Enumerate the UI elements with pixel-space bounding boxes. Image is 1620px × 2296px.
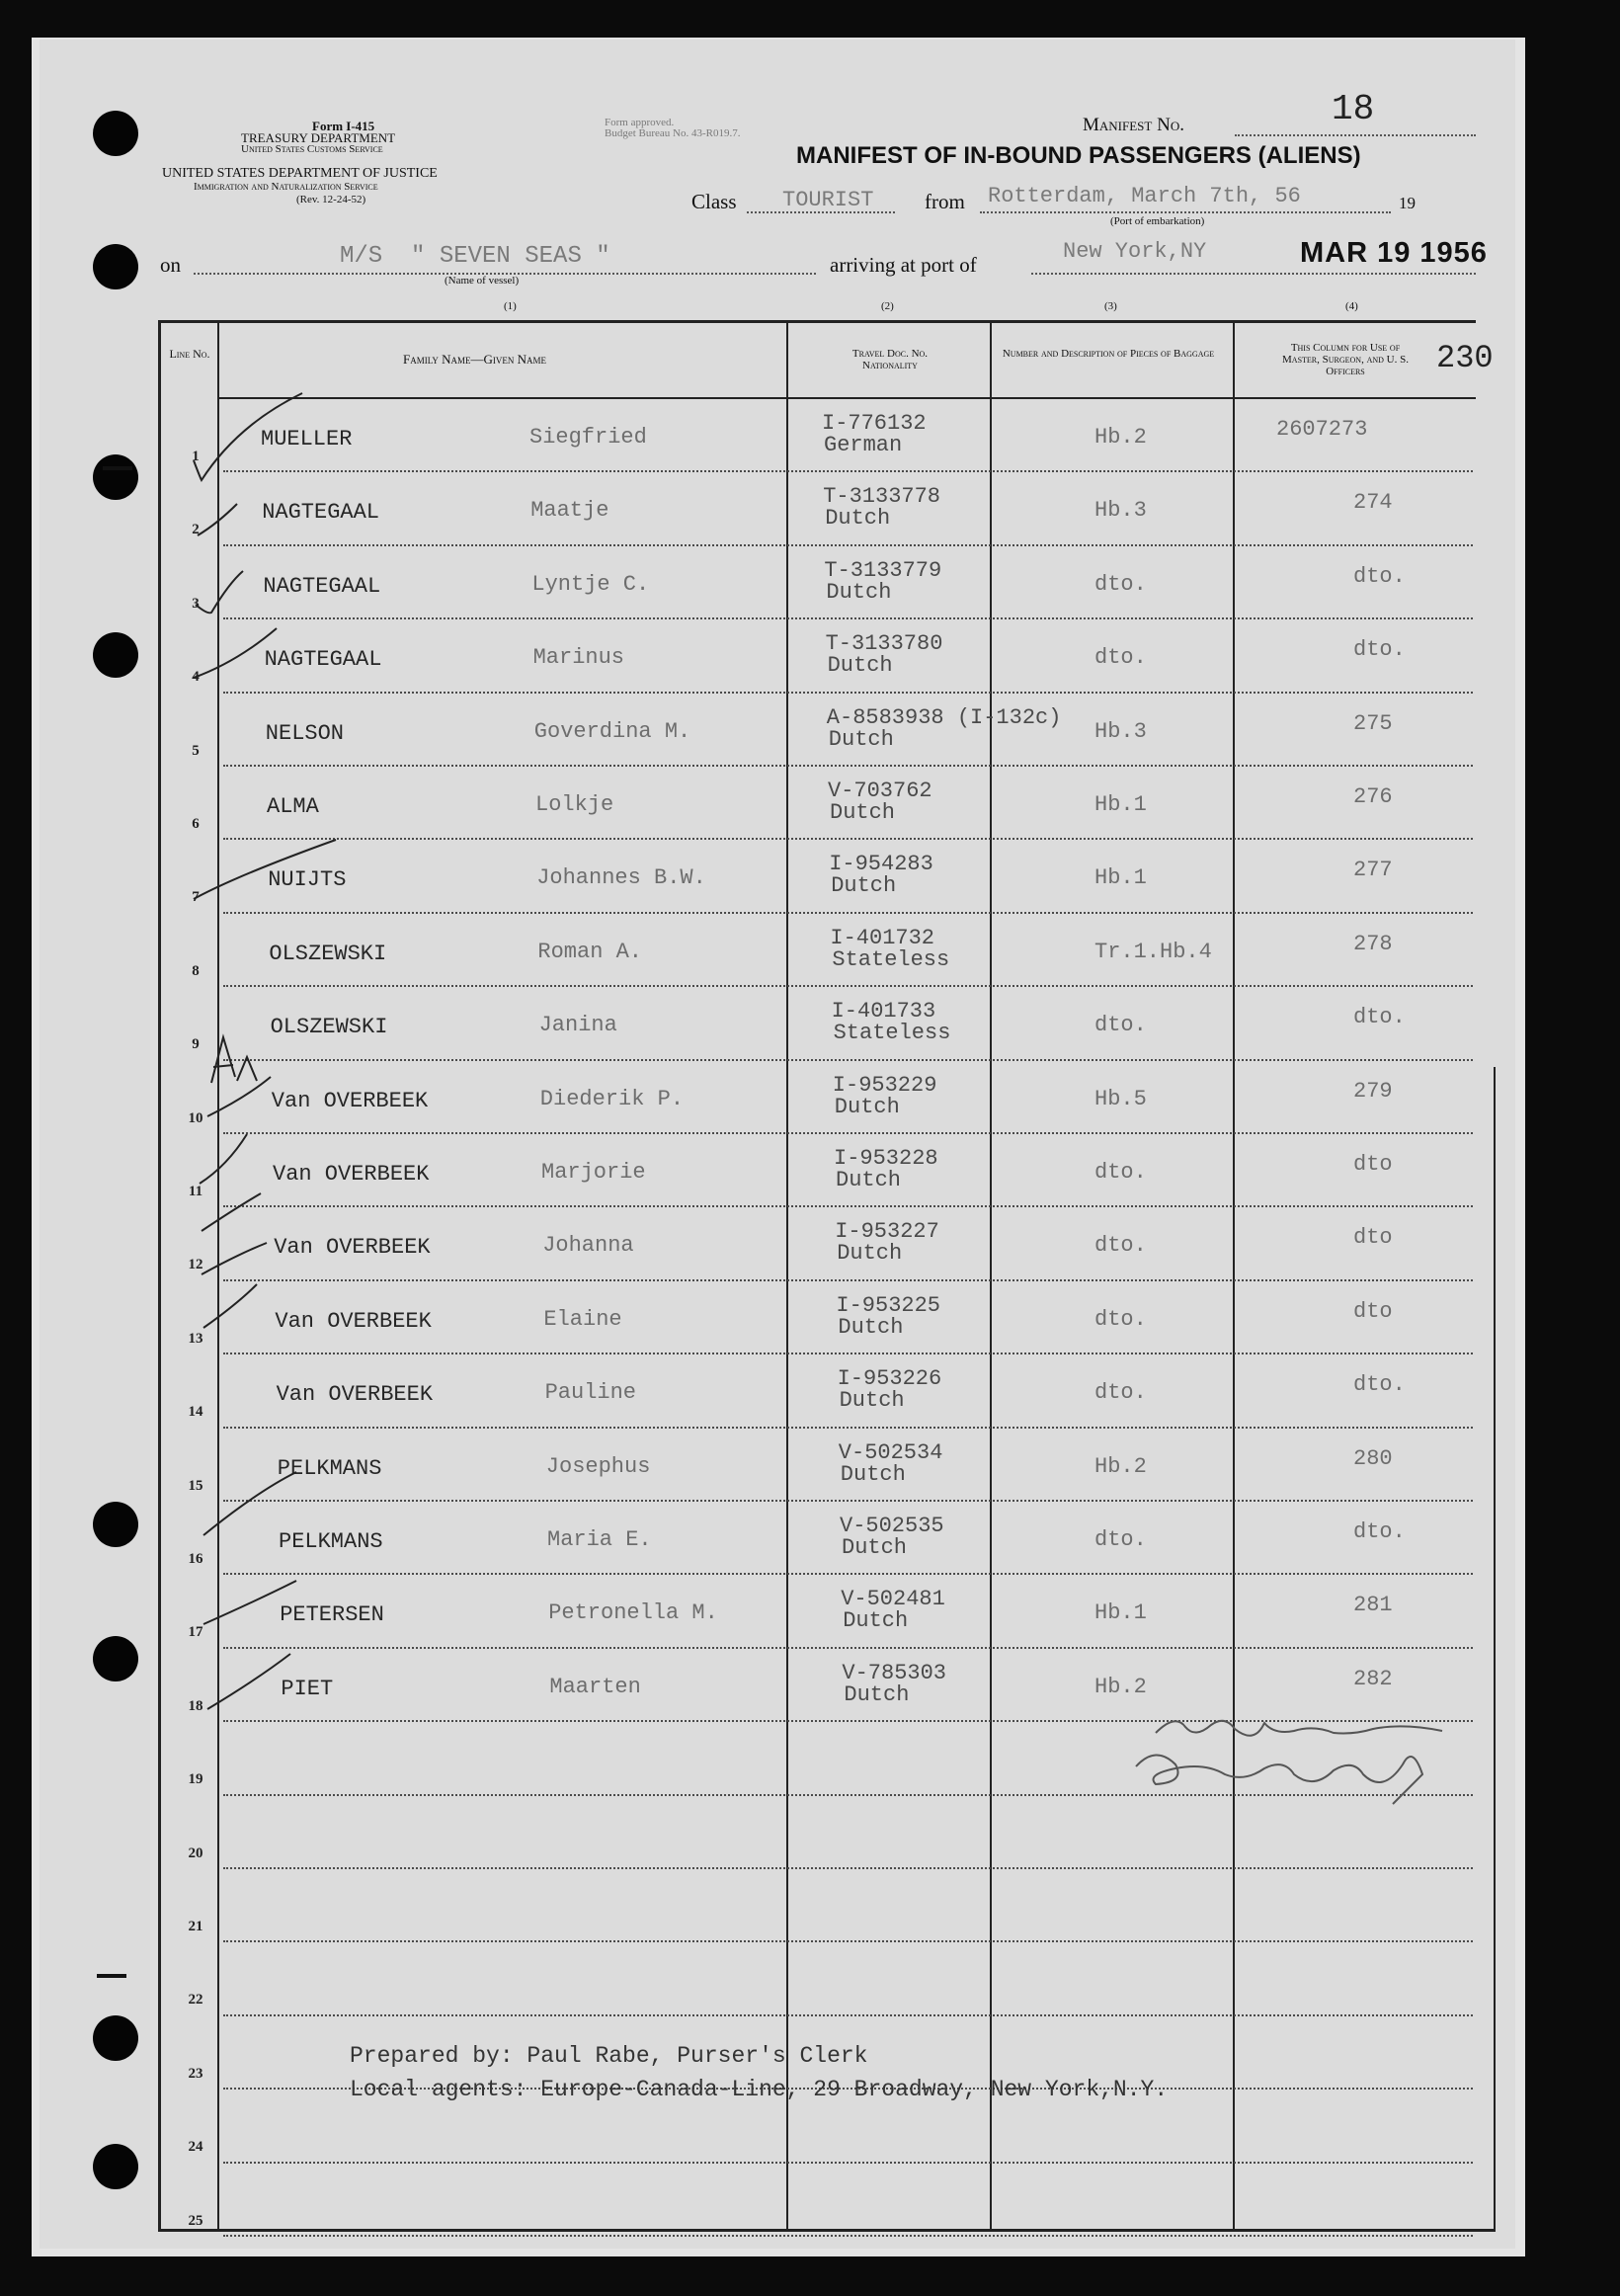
travel-doc-no: I-954283 — [829, 852, 933, 877]
budget-bureau: Budget Bureau No. 43-R019.7. — [605, 127, 741, 139]
manifest-no-line — [1235, 134, 1476, 136]
line-number: 16 — [188, 1551, 203, 1567]
family-name: OLSZEWSKI — [270, 1015, 388, 1040]
travel-doc-no: I-953228 — [834, 1146, 938, 1171]
header-name: Family Name—Given Name — [403, 352, 546, 367]
scan-border-bottom — [0, 2256, 1620, 2296]
officer-entry: 282 — [1353, 1666, 1393, 1691]
given-name: Siegfried — [529, 425, 647, 450]
ins-service: Immigration and Naturalization Service — [194, 181, 378, 193]
line-number: 14 — [188, 1404, 203, 1421]
manifest-label: Manifest No. — [1083, 115, 1184, 135]
travel-doc-no: I-953229 — [832, 1072, 937, 1098]
family-name: Van OVERBEEK — [271, 1088, 429, 1113]
given-name: Johannes B.W. — [536, 865, 706, 891]
table-right-border — [1494, 1067, 1496, 2231]
given-name: Janina — [538, 1013, 617, 1038]
row-separator — [223, 1500, 1473, 1502]
row-separator — [223, 1132, 1473, 1134]
line-number: 3 — [192, 595, 200, 612]
baggage: Hb.1 — [1094, 865, 1147, 891]
line-number: 1 — [192, 449, 200, 464]
officer-entry: dto. — [1353, 563, 1406, 589]
customs-service: United States Customs Service — [241, 143, 383, 155]
baggage: Hb.3 — [1094, 718, 1147, 744]
arrival-port: New York,NY — [1063, 239, 1207, 264]
baggage: Hb.1 — [1094, 1600, 1147, 1626]
row-separator — [223, 1940, 1473, 1942]
row-separator — [223, 2014, 1473, 2016]
baggage: Tr.1.Hb.4 — [1094, 939, 1212, 964]
row-separator — [223, 692, 1473, 694]
baggage: dto. — [1094, 1527, 1147, 1552]
nationality: Dutch — [838, 1314, 904, 1340]
vessel-caption: (Name of vessel) — [445, 275, 520, 287]
line-number: 11 — [188, 1184, 203, 1199]
line-number: 9 — [192, 1036, 200, 1053]
officer-entry: dto. — [1353, 1005, 1406, 1030]
manifest-number: 18 — [1332, 89, 1375, 129]
baggage: Hb.3 — [1094, 498, 1147, 524]
row-separator — [223, 1867, 1473, 1869]
officer-signature — [1116, 1705, 1472, 1814]
arriving-label: arriving at port of — [830, 253, 977, 277]
name-col-divider — [786, 320, 788, 2231]
officer-entry: dto — [1353, 1225, 1393, 1251]
row-separator — [223, 1647, 1473, 1649]
officer-entry: 280 — [1353, 1445, 1393, 1471]
baggage: Hb.5 — [1094, 1086, 1147, 1111]
arrival-date-stamp: MAR 19 1956 — [1300, 237, 1488, 269]
family-name: PELKMANS — [279, 1529, 383, 1554]
baggage: dto. — [1094, 1380, 1147, 1406]
nationality: Dutch — [837, 1241, 903, 1267]
family-name: PIET — [281, 1676, 334, 1701]
header-travel-doc: Travel Doc. No. Nationality — [851, 348, 929, 371]
family-name: ALMA — [267, 794, 319, 819]
travel-doc-no: I-953225 — [836, 1292, 941, 1318]
line-number: 15 — [188, 1477, 203, 1494]
baggage: dto. — [1094, 645, 1147, 671]
family-name: NAGTEGAAL — [262, 500, 380, 526]
line-number: 4 — [192, 669, 200, 686]
row-separator — [223, 1205, 1473, 1207]
row-separator — [223, 617, 1473, 619]
year-prefix: 19 — [1399, 194, 1416, 212]
line-number: 24 — [188, 2139, 203, 2156]
given-name: Maatje — [530, 498, 609, 524]
treasury-dept: TREASURY DEPARTMENT — [241, 130, 396, 145]
baggage: dto. — [1094, 1233, 1147, 1259]
officer-entry: 276 — [1353, 784, 1393, 809]
nationality: Dutch — [828, 726, 894, 752]
given-name: Marinus — [532, 645, 625, 671]
local-agents: Local agents: Europe-Canada-Line, 29 Broadway, New York,N.Y. — [350, 2077, 1169, 2102]
given-name: Marjorie — [541, 1160, 646, 1185]
check-mark — [194, 393, 302, 480]
row-separator — [223, 470, 1473, 472]
officer-entry: 275 — [1353, 710, 1393, 736]
given-name: Goverdina M. — [533, 718, 691, 744]
row-separator — [223, 1279, 1473, 1281]
revision-date: (Rev. 12-24-52) — [296, 194, 366, 205]
row-separator — [223, 544, 1473, 546]
page-title: MANIFEST OF IN-BOUND PASSENGERS (ALIENS) — [796, 142, 1361, 169]
officer-entry: 278 — [1353, 931, 1393, 956]
given-name: Johanna — [542, 1233, 634, 1259]
travel-doc-no: V-502534 — [838, 1439, 943, 1465]
from-value: Rotterdam, March 7th, 56 — [988, 184, 1301, 208]
given-name: Lyntje C. — [531, 571, 650, 597]
baggage: dto. — [1094, 1013, 1147, 1038]
form-number: Form I-415 — [312, 119, 375, 133]
punch-hole — [93, 2015, 138, 2061]
row-separator — [223, 1059, 1473, 1061]
baggage: Hb.2 — [1094, 1453, 1147, 1479]
line-number: 5 — [192, 742, 200, 759]
line-number: 7 — [192, 889, 200, 906]
from-label: from — [925, 190, 965, 213]
justice-dept: UNITED STATES DEPARTMENT OF JUSTICE — [162, 166, 438, 181]
col-num-3: (3) — [1104, 300, 1117, 312]
punch-hole — [93, 111, 138, 156]
travel-doc-no: T-3133778 — [823, 484, 941, 510]
table-top-border — [158, 320, 1476, 323]
scan-mark — [97, 1974, 126, 1978]
given-name: Roman A. — [537, 939, 643, 964]
given-name: Josephus — [545, 1453, 651, 1479]
line-number: 23 — [188, 2065, 203, 2082]
nationality: Dutch — [825, 506, 891, 532]
officer-entry: 2607273 — [1276, 417, 1368, 442]
officer-entry: dto. — [1353, 1519, 1406, 1544]
check-marks — [178, 385, 375, 1739]
nationality: Dutch — [842, 1535, 908, 1560]
scan-border-left — [0, 0, 32, 2296]
officer-entry: 274 — [1353, 490, 1393, 516]
family-name: Van OVERBEEK — [276, 1382, 434, 1408]
form-approved: Form approved. — [605, 117, 675, 128]
embarkation-caption: (Port of embarkation) — [1110, 215, 1205, 227]
punch-hole — [93, 1502, 138, 1547]
baggage-col-divider — [1233, 320, 1235, 2231]
line-number: 20 — [188, 1845, 203, 1861]
baggage: Hb.1 — [1094, 792, 1147, 817]
family-name: Van OVERBEEK — [273, 1162, 430, 1187]
family-name: OLSZEWSKI — [269, 941, 387, 966]
page-reference: 230 — [1436, 340, 1494, 376]
scan-border-right — [1525, 0, 1620, 2296]
baggage: dto. — [1094, 1160, 1147, 1185]
given-name: Maarten — [549, 1674, 641, 1699]
nationality: Dutch — [836, 1168, 902, 1192]
row-separator — [223, 838, 1473, 840]
line-number: 17 — [188, 1624, 203, 1641]
row-separator — [223, 765, 1473, 767]
baggage: Hb.2 — [1094, 1674, 1147, 1699]
punch-hole — [93, 1636, 138, 1681]
header-officers: This Column for Use of Master, Surgeon, and U. S. Officers — [1282, 342, 1409, 377]
nationality: Dutch — [830, 800, 896, 825]
officer-entry: 281 — [1353, 1593, 1393, 1618]
table-bottom-border — [158, 2229, 1496, 2232]
header-bottom-border — [217, 397, 1476, 399]
line-number: 10 — [188, 1109, 203, 1126]
row-separator — [223, 2235, 1473, 2237]
family-name: Van OVERBEEK — [275, 1308, 432, 1334]
baggage: dto. — [1094, 1306, 1147, 1332]
header-baggage: Number and Description of Pieces of Baggage — [1002, 348, 1215, 360]
travel-doc-no: V-785303 — [842, 1660, 947, 1685]
officer-entry: 277 — [1353, 858, 1393, 883]
officer-entry: dto. — [1353, 1372, 1406, 1398]
travel-doc-no: V-502535 — [840, 1514, 944, 1538]
punch-hole — [93, 244, 138, 289]
travel-doc-no: I-401732 — [830, 925, 935, 950]
given-name: Diederik P. — [539, 1086, 685, 1111]
given-name: Petronella M. — [548, 1600, 718, 1626]
line-number: 19 — [188, 1771, 203, 1788]
given-name: Lolkje — [535, 792, 614, 817]
family-name: Van OVERBEEK — [274, 1235, 431, 1261]
punch-hole — [93, 454, 138, 500]
nationality: Dutch — [831, 873, 897, 899]
line-number: 18 — [188, 1697, 203, 1714]
nationality: Dutch — [826, 579, 892, 605]
nationality: Stateless — [833, 1021, 951, 1046]
travel-col-divider — [990, 320, 992, 2231]
vessel-name: M/S " SEVEN SEAS " — [340, 243, 610, 270]
class-label: Class — [691, 190, 737, 213]
travel-doc-no: I-401733 — [831, 999, 936, 1025]
line-number: 6 — [192, 816, 200, 832]
family-name: NUIJTS — [268, 867, 347, 893]
nationality: Dutch — [843, 1608, 909, 1634]
travel-doc-no: I-776132 — [822, 411, 927, 436]
scan-mark — [103, 466, 132, 470]
family-name: PELKMANS — [277, 1455, 382, 1481]
officer-entry: dto. — [1353, 637, 1406, 663]
family-name: NAGTEGAAL — [264, 647, 382, 673]
nationality: Dutch — [844, 1681, 910, 1707]
table-left-border — [158, 320, 161, 2231]
given-name: Maria E. — [547, 1527, 652, 1552]
travel-doc-no: I-953226 — [837, 1366, 942, 1392]
class-value: TOURIST — [782, 188, 874, 212]
family-name: NAGTEGAAL — [263, 573, 381, 599]
baggage: dto. — [1094, 571, 1147, 597]
row-separator — [223, 912, 1473, 914]
nationality: Dutch — [839, 1388, 905, 1414]
given-name: Elaine — [543, 1306, 622, 1332]
nationality: Dutch — [840, 1461, 906, 1487]
given-name: Pauline — [544, 1380, 637, 1406]
line-number: 21 — [188, 1919, 203, 1934]
from-line — [980, 211, 1391, 213]
line-number: 8 — [192, 962, 200, 979]
officer-entry: dto — [1353, 1152, 1393, 1177]
punch-hole — [93, 2144, 138, 2189]
line-number: 13 — [188, 1330, 203, 1347]
family-name: MUELLER — [261, 427, 353, 451]
travel-doc-no: A-8583938 (I-132c) — [826, 704, 1062, 730]
scan-border-top — [0, 0, 1620, 38]
nationality: Dutch — [827, 653, 893, 679]
col-num-4: (4) — [1345, 300, 1358, 312]
punch-hole — [93, 632, 138, 678]
row-separator — [223, 1427, 1473, 1429]
line-number: 2 — [192, 522, 200, 538]
row-separator — [223, 1573, 1473, 1575]
row-separator — [223, 2162, 1473, 2164]
col-num-2: (2) — [881, 300, 894, 312]
nationality: Dutch — [834, 1094, 900, 1119]
travel-doc-no: I-953227 — [835, 1219, 939, 1245]
officer-entry: 279 — [1353, 1078, 1393, 1104]
row-separator — [223, 985, 1473, 987]
port-line — [1031, 273, 1476, 275]
nationality: German — [824, 433, 903, 457]
on-label: on — [160, 253, 181, 277]
officer-entry: dto — [1353, 1298, 1393, 1324]
baggage: Hb.2 — [1094, 425, 1147, 450]
prepared-by: Prepared by: Paul Rabe, Purser's Clerk — [350, 2043, 868, 2069]
col-num-1: (1) — [504, 300, 517, 312]
travel-doc-no: T-3133779 — [824, 557, 942, 583]
line-number: 22 — [188, 1992, 203, 2009]
line-number: 25 — [188, 2212, 203, 2229]
line-number: 12 — [188, 1257, 203, 1273]
header-line-no: Line No. — [169, 347, 210, 361]
travel-doc-no: V-703762 — [828, 779, 932, 803]
row-separator — [223, 1353, 1473, 1354]
family-name: PETERSEN — [280, 1602, 384, 1628]
travel-doc-no: T-3133780 — [825, 631, 943, 657]
family-name: NELSON — [265, 720, 345, 746]
travel-doc-no: V-502481 — [841, 1587, 945, 1612]
nationality: Stateless — [832, 946, 950, 972]
